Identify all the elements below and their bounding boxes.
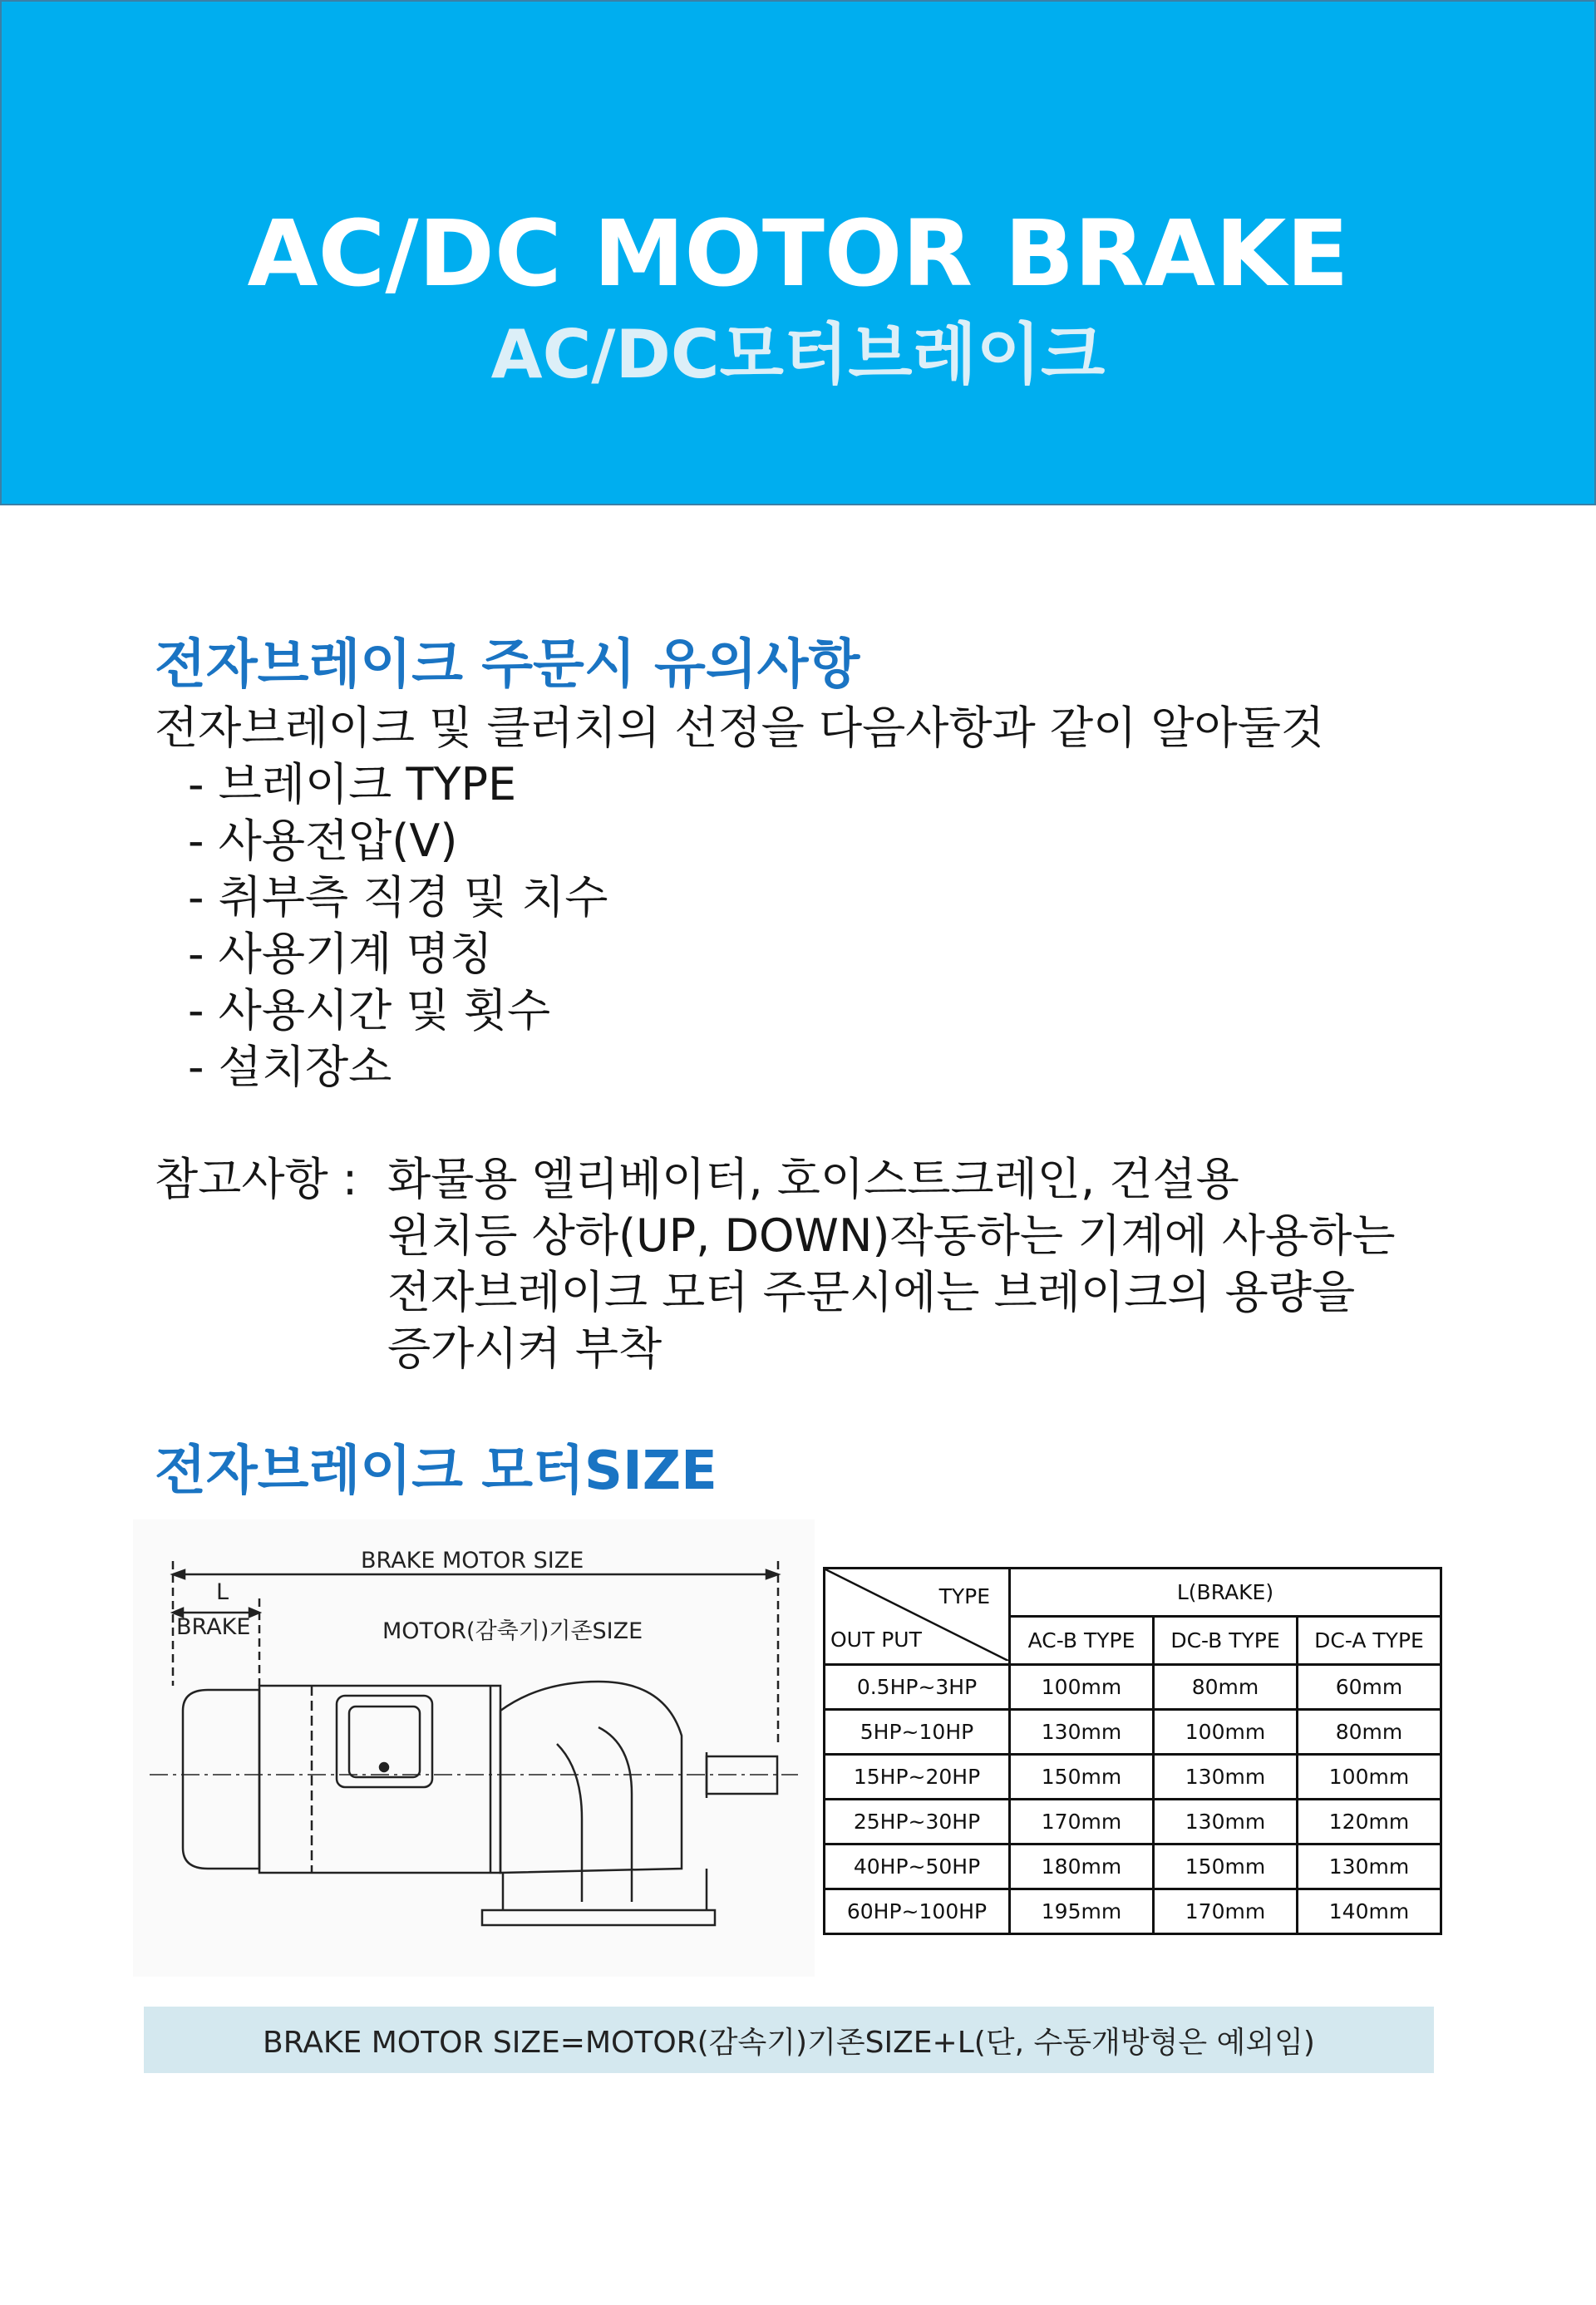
list-item: - 취부측 직경 및 치수	[188, 871, 608, 923]
value-cell: 80mm	[1298, 1710, 1441, 1755]
value-cell: 80mm	[1154, 1665, 1298, 1710]
value-cell: 140mm	[1298, 1889, 1441, 1934]
page-title: AC/DC MOTOR BRAKE	[247, 200, 1349, 307]
value-cell: 60mm	[1298, 1665, 1441, 1710]
value-cell: 120mm	[1298, 1800, 1441, 1844]
column-header: AC-B TYPE	[1010, 1617, 1154, 1665]
reference-label: 참고사항 :	[155, 1153, 358, 1205]
list-item: - 사용시간 및 횟수	[188, 984, 551, 1037]
value-cell: 130mm	[1154, 1755, 1298, 1800]
value-cell: 180mm	[1010, 1844, 1154, 1889]
reference-line: 전자브레이크 모터 주문시에는 브레이크의 용량을	[387, 1266, 1356, 1318]
value-cell: 150mm	[1010, 1755, 1154, 1800]
value-cell: 170mm	[1154, 1889, 1298, 1934]
value-cell: 100mm	[1010, 1665, 1154, 1710]
value-cell: 130mm	[1154, 1800, 1298, 1844]
list-item: - 사용전압(V)	[188, 815, 458, 867]
reference-line: 증가시켜 부착	[387, 1322, 663, 1375]
value-cell: 130mm	[1298, 1844, 1441, 1889]
reference-line: 화물용 엘리베이터, 호이스트크레인, 건설용	[387, 1153, 1239, 1205]
output-cell: 60HP~100HP	[825, 1889, 1010, 1934]
table-row	[825, 1755, 1441, 1800]
list-item: - 사용기계 명칭	[188, 928, 493, 980]
value-cell: 170mm	[1010, 1800, 1154, 1844]
table-row	[825, 1665, 1441, 1710]
output-cell: 5HP~10HP	[825, 1710, 1010, 1755]
output-label: OUT PUT	[830, 1628, 922, 1652]
notice-heading: 전자브레이크 주문시 유의사항	[155, 634, 860, 696]
table-row	[825, 1889, 1441, 1934]
header-banner	[0, 0, 1596, 505]
value-cell: 195mm	[1010, 1889, 1154, 1934]
notice-intro: 전자브레이크 및 클러치의 선정을 다음사항과 같이 알아둘것	[155, 702, 1325, 754]
table-corner-cell	[825, 1569, 1010, 1665]
brake-motor-diagram	[133, 1519, 815, 1977]
table-row	[825, 1800, 1441, 1844]
reference-text	[387, 1151, 1396, 1377]
type-label: TYPE	[938, 1584, 990, 1608]
output-cell: 40HP~50HP	[825, 1844, 1010, 1889]
list-item: - 브레이크 TYPE	[188, 758, 517, 810]
output-cell: 15HP~20HP	[825, 1755, 1010, 1800]
size-formula	[144, 2007, 1434, 2073]
value-cell: 150mm	[1154, 1844, 1298, 1889]
brake-size-table	[823, 1567, 1442, 1935]
list-item: - 설치장소	[188, 1041, 392, 1093]
column-header: DC-B TYPE	[1154, 1617, 1298, 1665]
value-cell: 130mm	[1010, 1710, 1154, 1755]
column-header: DC-A TYPE	[1298, 1617, 1441, 1665]
table-row	[825, 1844, 1441, 1889]
value-cell: 100mm	[1298, 1755, 1441, 1800]
page-subtitle: AC/DC모터브레이크	[490, 316, 1106, 393]
brake-label: BRAKE	[176, 1614, 251, 1640]
reference-line: 윈치등 상하(UP, DOWN)작동하는 기계에 사용하는	[387, 1209, 1396, 1262]
value-cell: 100mm	[1154, 1710, 1298, 1755]
overall-size-label: BRAKE MOTOR SIZE	[361, 1548, 584, 1574]
l-dimension-label: L	[216, 1579, 229, 1605]
output-cell: 25HP~30HP	[825, 1800, 1010, 1844]
motor-size-label: MOTOR(감축기)기존SIZE	[382, 1618, 643, 1644]
output-cell: 0.5HP~3HP	[825, 1665, 1010, 1710]
motor-drawing	[133, 1519, 815, 1977]
table-row	[825, 1710, 1441, 1755]
formula-text: BRAKE MOTOR SIZE=MOTOR(감속기)기존SIZE+L(단, 수동개방형은 예외임)	[263, 2025, 1315, 2060]
group-header: L(BRAKE)	[1010, 1569, 1441, 1617]
size-heading: 전자브레이크 모터SIZE	[155, 1441, 717, 1502]
notice-body	[155, 700, 1324, 1096]
